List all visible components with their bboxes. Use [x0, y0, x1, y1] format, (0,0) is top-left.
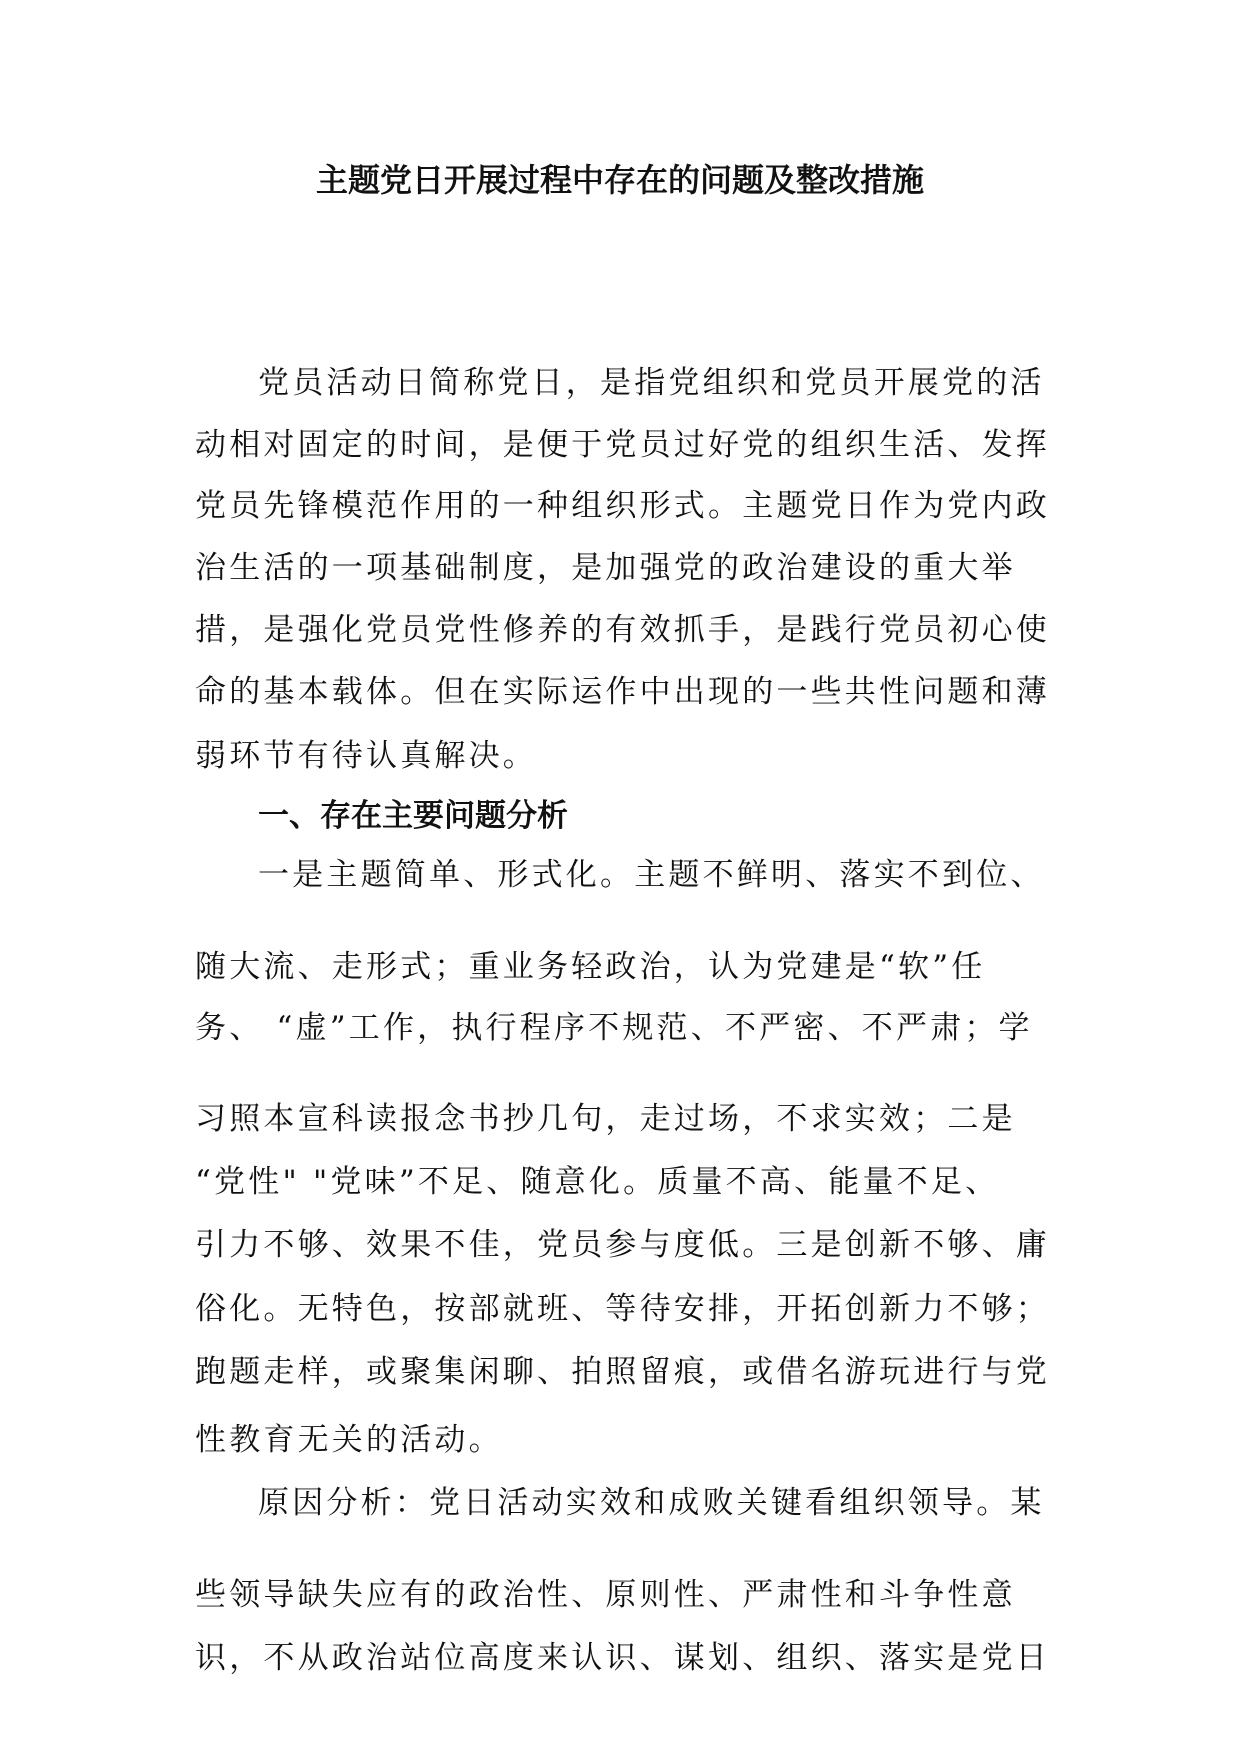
body-line: 习照本宣科读报念书抄几句，走过场，不求实效；二是 — [195, 1101, 1016, 1137]
body-line: 引力不够、效果不佳，党员参与度低。三是创新不够、庸 — [195, 1227, 1050, 1263]
body-line: 跑题走样，或聚集闲聊、拍照留痕，或借名游玩进行与党 — [195, 1354, 1050, 1390]
body-line: “党性" "党味”不足、随意化。质量不高、能量不足、 — [195, 1164, 1000, 1200]
body-line: 措，是强化党员党性修养的有效抓手，是践行党员初心使 — [195, 612, 1050, 648]
body-line: 党员活动日简称党日，是指党组织和党员开展党的活 — [258, 365, 1045, 401]
body-line: 党员先锋模范作用的一种组织形式。主题党日作为党内政 — [195, 488, 1050, 524]
body-line: 命的基本载体。但在实际运作中出现的一些共性问题和薄 — [195, 674, 1050, 710]
body-line: 弱环节有待认真解决。 — [195, 738, 537, 774]
body-line: 务、 “虚”工作，执行程序不规范、不严密、不严肃；学 — [195, 1010, 1033, 1046]
body-line: 俗化。无特色，按部就班、等待安排，开拓创新力不够； — [195, 1291, 1050, 1327]
body-line: 动相对固定的时间，是便于党员过好党的组织生活、发挥 — [195, 427, 1050, 463]
document-title: 主题党日开展过程中存在的问题及整改措施 — [315, 161, 924, 199]
body-line: 一是主题简单、形式化。主题不鲜明、落实不到位、 — [258, 857, 1045, 893]
body-line: 些领导缺失应有的政治性、原则性、严肃性和斗争性意 — [195, 1577, 1016, 1613]
body-line: 随大流、走形式；重业务轻政治，认为党建是“软”任 — [195, 949, 986, 985]
section-heading: 一、存在主要问题分析 — [258, 798, 568, 834]
body-line: 性教育无关的活动。 — [195, 1422, 503, 1458]
body-line: 治生活的一项基础制度，是加强党的政治建设的重大举 — [195, 550, 1016, 586]
body-line: 识，不从政治站位高度来认识、谋划、组织、落实是党日 — [195, 1640, 1050, 1676]
body-line: 原因分析：党日活动实效和成败关键看组织领导。某 — [258, 1485, 1045, 1521]
